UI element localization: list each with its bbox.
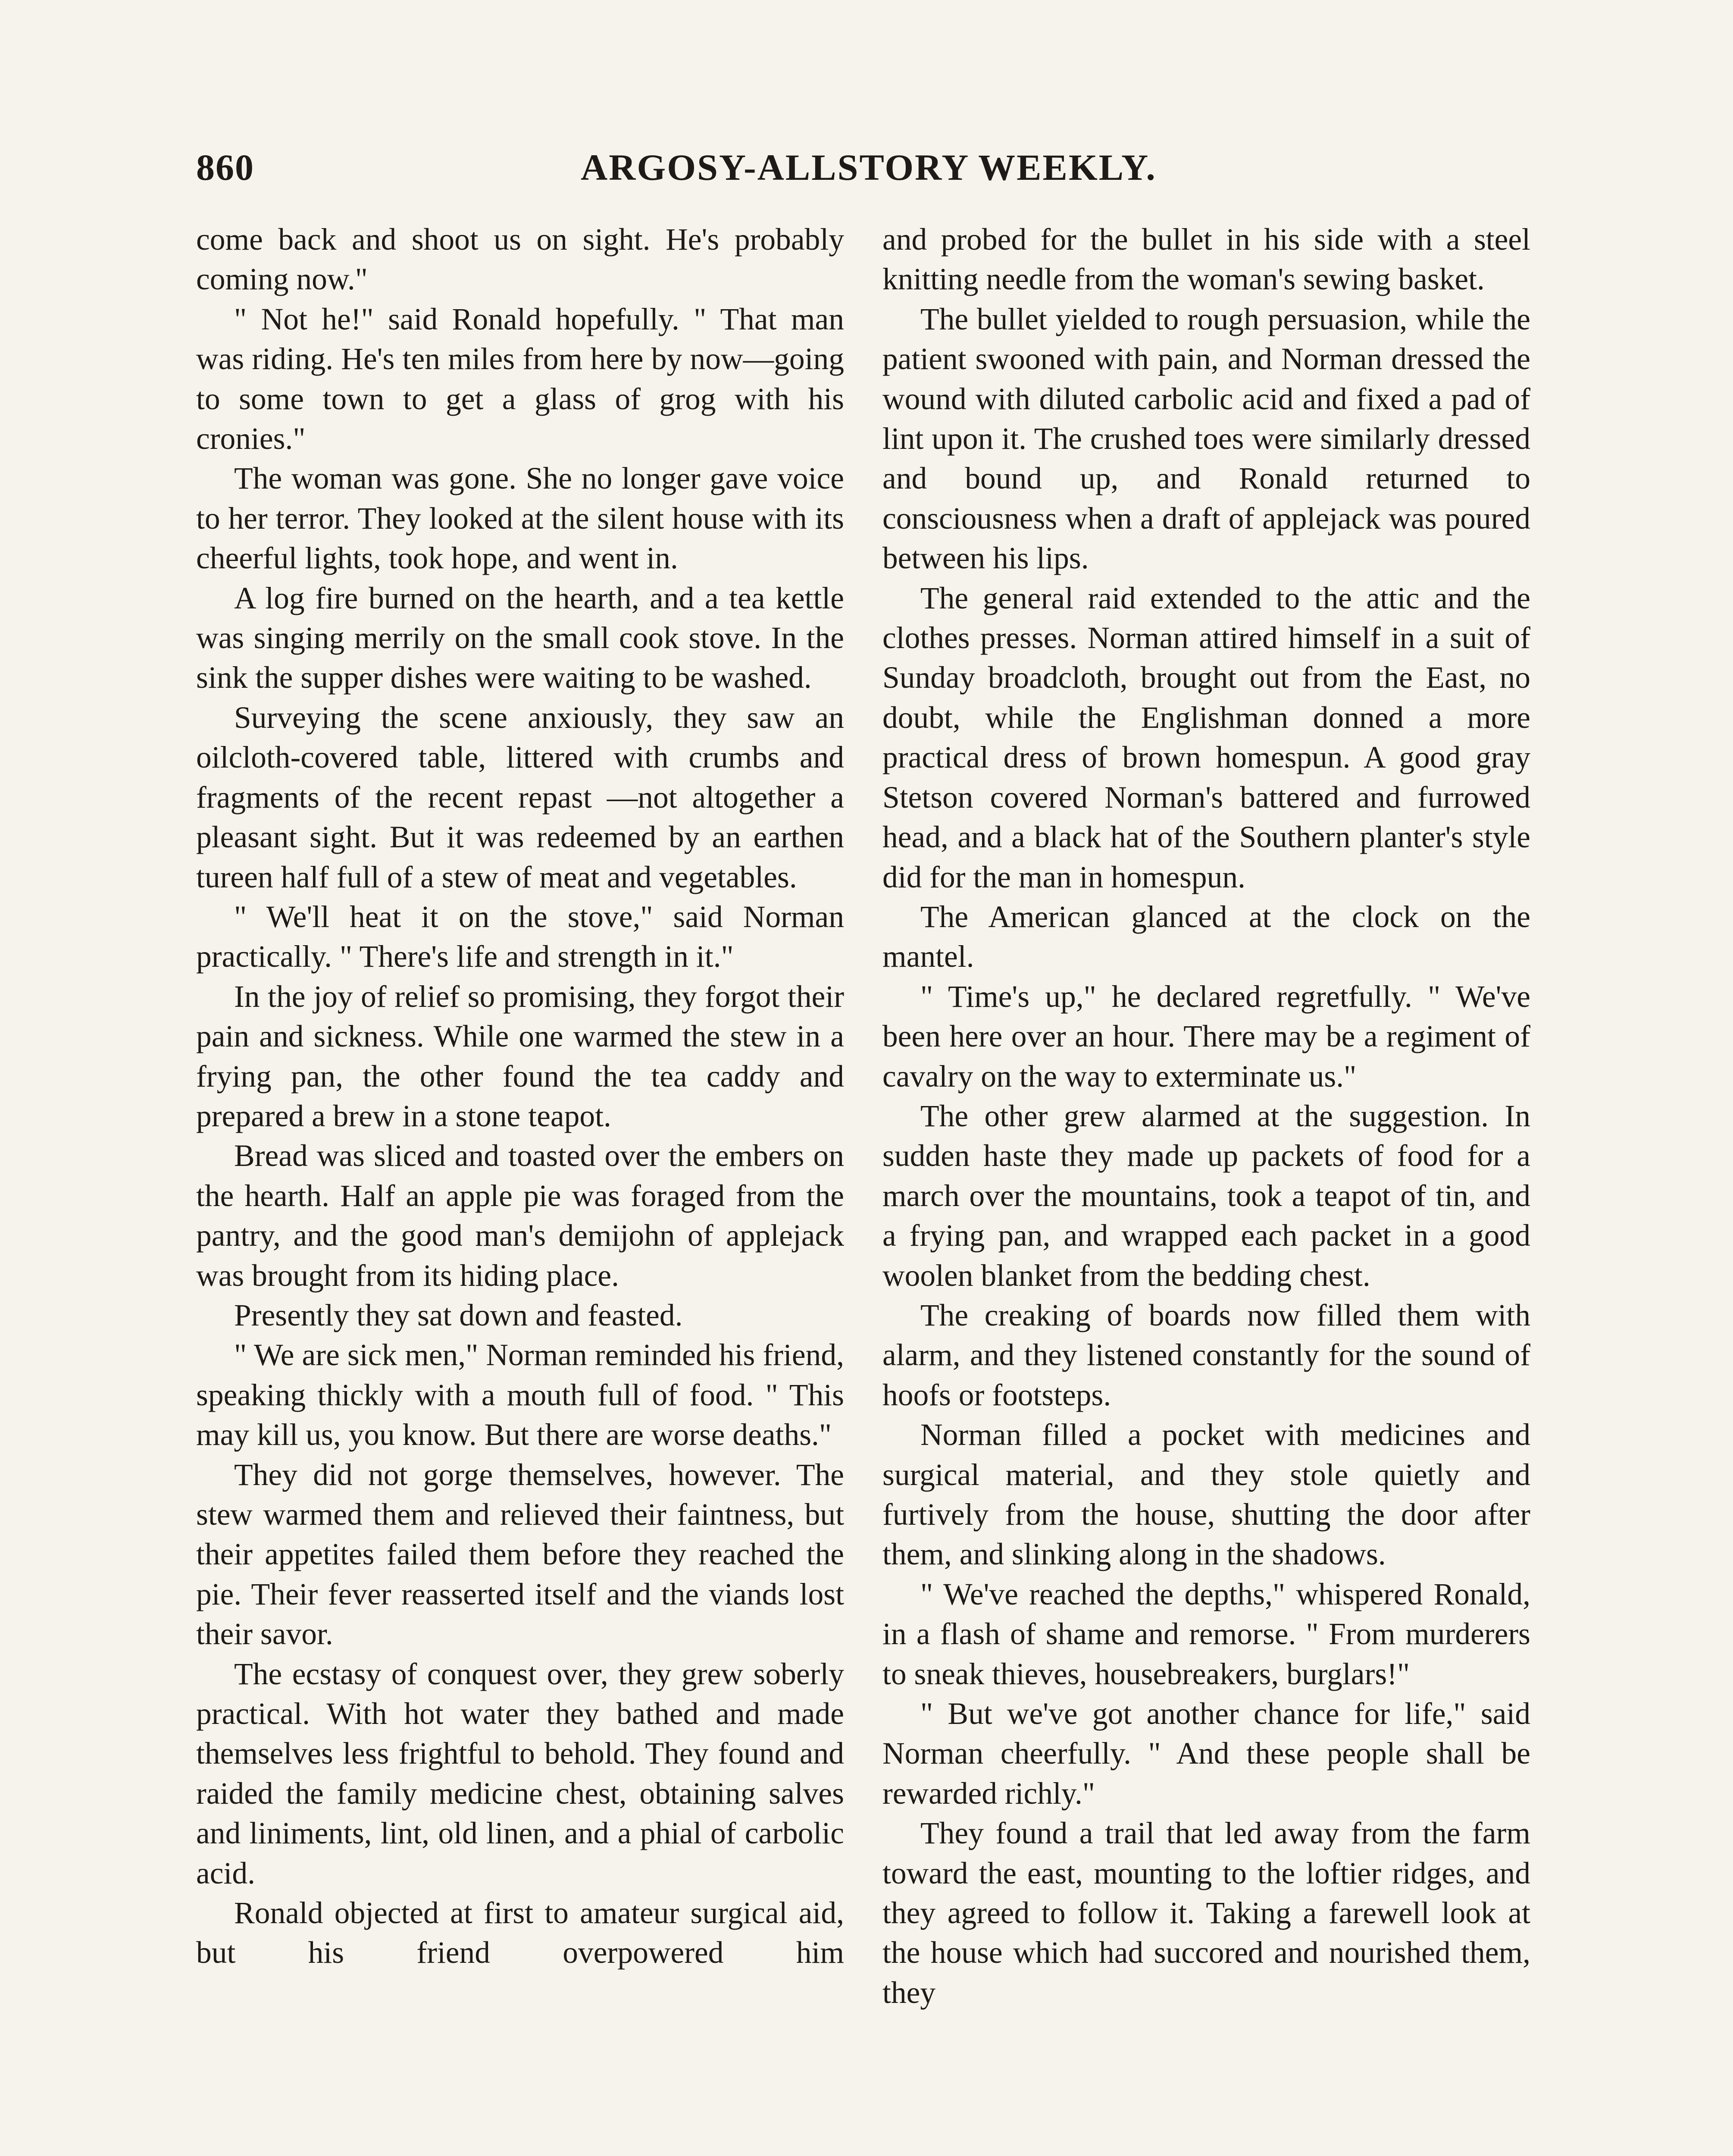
paragraph: " We've reached the depths," whispered Ronald, in a flash of shame and remorse. " From murderers to sneak thieves, housebreakers, burglars!" [882, 1577, 1530, 1691]
paragraph: " Time's up," he declared regretfully. " We've been here over an hour. There may be a regiment of cavalry on the way to exterminate us." [882, 979, 1530, 1094]
running-title: ARGOSY-ALLSTORY WEEKLY. [581, 147, 1157, 188]
left-column [196, 220, 844, 1973]
paragraph: " Not he!" said Ronald hopefully. " That man was riding. He's ten miles from here by now—going to some town to get a glass of grog with his cronies." [196, 302, 844, 456]
paragraph: The woman was gone. She no longer gave voice to her terror. They looked at the silent house with its cheerful lights, took hope, and went in. [196, 461, 844, 576]
paragraph: The American glanced at the clock on the mantel. [882, 899, 1530, 974]
paragraph: The other grew alarmed at the suggestion. In sudden haste they made up packets of food for a march over the mountains, took a teapot of tin, and a frying pan, and wrapped each packet in a good woolen blanket from the bedding chest. [882, 1099, 1530, 1293]
paragraph: Ronald objected at first to amateur surgical aid, but his friend overpowered him [196, 1896, 844, 1970]
paragraph: They found a trail that led away from the farm toward the east, mounting to the loftier ridges, and they agreed to follow it. Taking a farewell look at the house which had succored and nourished them, they [882, 1816, 1530, 2010]
right-column [882, 220, 1530, 2013]
paragraph: come back and shoot us on sight. He's probably coming now." [196, 222, 844, 297]
paragraph: The bullet yielded to rough persuasion, while the patient swooned with pain, and Norman dressed the wound with diluted carbolic acid and fixed a pad of lint upon it. The crushed toes were similarly dressed and bound up, and Ronald returned to consciousness when a draft of applejack was poured between his lips. [882, 302, 1530, 576]
paragraph: Presently they sat down and feasted. [234, 1298, 683, 1332]
paragraph: Norman filled a pocket with medicines and surgical material, and they stole quietly and furtively from the house, shutting the door after them, and slinking along in the shadows. [882, 1418, 1530, 1572]
paragraph: and probed for the bullet in his side with a steel knitting needle from the woman's sewing basket. [882, 222, 1530, 297]
paragraph: In the joy of relief so promising, they forgot their pain and sickness. While one warmed the stew in a frying pan, the other found the tea caddy and prepared a brew in a stone teapot. [196, 979, 844, 1133]
paragraph: A log fire burned on the hearth, and a tea kettle was singing merrily on the small cook stove. In the sink the supper dishes were waiting to be washed. [196, 581, 844, 695]
paragraph: The creaking of boards now filled them with alarm, and they listened constantly for the sound of hoofs or footsteps. [882, 1298, 1530, 1412]
paragraph: " We are sick men," Norman reminded his friend, speaking thickly with a mouth full of food. " This may kill us, you know. But there are worse deaths." [196, 1338, 844, 1452]
paragraph: " We'll heat it on the stove," said Norman practically. " There's life and strength in it." [196, 899, 844, 974]
paragraph: The general raid extended to the attic and the clothes presses. Norman attired himself in a suit of Sunday broadcloth, brought out from the East, no doubt, while the Englishman donned a more practical dress of brown homespun. A good gray Stetson covered Norman's battered and furrowed head, and a black hat of the Southern planter's style did for the man in homespun. [882, 581, 1530, 894]
paragraph: The ecstasy of conquest over, they grew soberly practical. With hot water they bathed and made themselves less frightful to behold. They found and raided the family medicine chest, obtaining salves and liniments, lint, old linen, and a phial of carbolic acid. [196, 1657, 844, 1890]
page-header [196, 146, 1541, 197]
paragraph: " But we've got another chance for life," said Norman cheerfully. " And these people shall be rewarded richly." [882, 1697, 1530, 1811]
paragraph: Surveying the scene anxiously, they saw an oilcloth-covered table, littered with crumbs and fragments of the recent repast —not altogether a pleasant sight. But it was redeemed by an earthen tureen half full of a stew of meat and vegetables. [196, 700, 844, 894]
page-number: 860 [196, 147, 254, 188]
paragraph: They did not gorge themselves, however. The stew warmed them and relieved their faintness, but their appetites failed them before they reached the pie. Their fever reasserted itself and the viands lost their savor. [196, 1457, 844, 1651]
paragraph: Bread was sliced and toasted over the embers on the hearth. Half an apple pie was foraged from the pantry, and the good man's demijohn of applejack was brought from its hiding place. [196, 1139, 844, 1293]
